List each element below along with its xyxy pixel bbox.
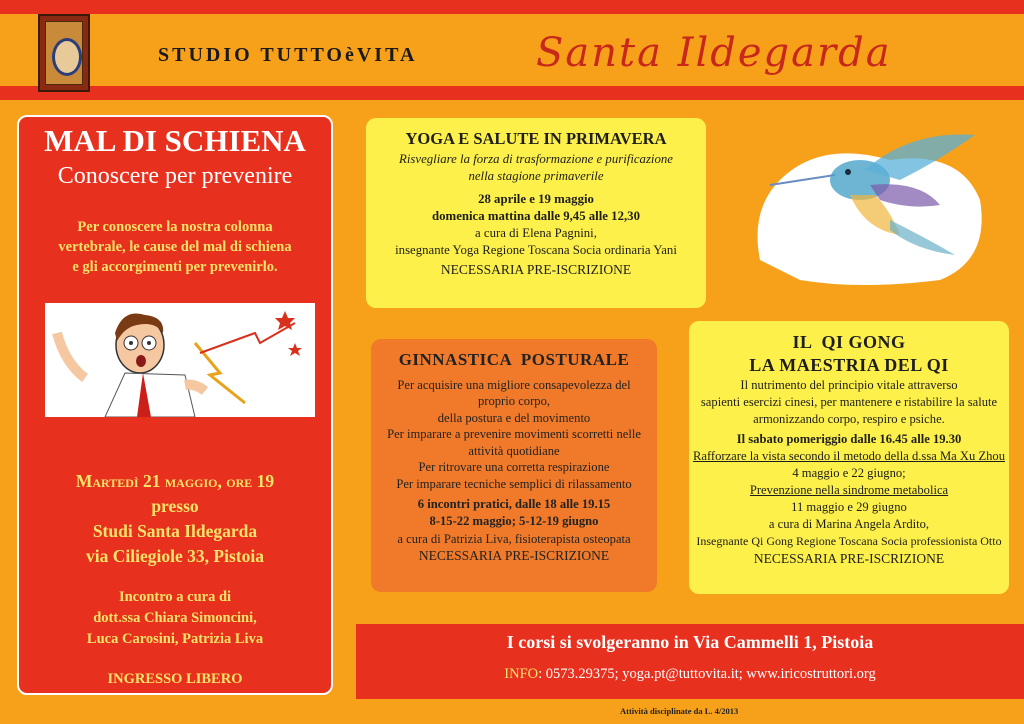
- event-organizers: [19, 587, 331, 650]
- studio-name: STUDIO TUTTOèVITA: [158, 44, 418, 66]
- back-pain-illustration: [45, 303, 315, 417]
- ginnastica-line: proprio corpo,: [477, 394, 551, 408]
- panel-subheading: Conoscere per prevenire: [57, 163, 293, 189]
- ginnastica-teacher: a cura di Patrizia Liva, fisioterapista osteopata: [397, 532, 631, 546]
- contact-line: [356, 666, 1024, 683]
- intro-line: vertebrale, le cause del mal di schiena: [58, 239, 292, 255]
- qigong-course-dates: 11 maggio e 29 giugno: [791, 500, 907, 514]
- logo-image: [38, 14, 90, 92]
- qigong-teacher-role: Insegnante Qi Gong Regione Toscana Socia professionista Otto: [696, 534, 1002, 548]
- ginnastica-dates: 8-15-22 maggio; 5-12-19 giugno: [429, 513, 599, 528]
- organizer-line: Luca Carosini, Patrizia Liva: [86, 631, 264, 647]
- yoga-teacher: a cura di Elena Pagnini,: [475, 226, 597, 240]
- qigong-time: Il sabato pomeriggio dalle 16.45 alle 19.30: [736, 432, 962, 446]
- qigong-intro: armonizzando corpo, respiro e psiche.: [753, 412, 945, 426]
- ginnastica-line: Per imparare tecniche semplici di rilassamento: [396, 476, 632, 491]
- ginnastica-line: Per ritrovare una corretta respirazione: [418, 460, 610, 474]
- qigong-box: [689, 321, 1009, 594]
- panel-intro: [35, 217, 315, 277]
- yoga-subtitle: Risvegliare la forza di trasformazione e purificazione: [399, 152, 673, 166]
- ginnastica-line: della postura e del movimento: [437, 410, 591, 425]
- qigong-course: Prevenzione nella sindrome metabolica: [749, 483, 949, 497]
- ginnastica-box: [371, 339, 657, 592]
- yoga-time: domenica mattina dalle 9,45 alle 12,30: [432, 209, 640, 223]
- info-label: INFO: [504, 666, 539, 682]
- event-date: Martedì 21 maggio, ore 19: [75, 471, 275, 491]
- yoga-subtitle: nella stagione primaverile: [468, 169, 604, 183]
- location-bar: [356, 624, 1024, 699]
- organizer-line: Incontro a cura di: [118, 589, 232, 605]
- intro-line: Per conoscere la nostra colonna: [77, 219, 273, 235]
- intro-line: e gli accorgimenti per prevenirlo.: [72, 259, 278, 275]
- event-info: [19, 469, 331, 569]
- mal-di-schiena-panel: [17, 115, 333, 695]
- yoga-dates: 28 aprile e 19 maggio: [478, 192, 594, 206]
- event-place-line: Studi Santa Ildegarda: [92, 521, 258, 541]
- event-place-line: via Ciliegiole 33, Pistoia: [86, 546, 264, 566]
- qigong-title: LA MAESTRIA DEL QI: [749, 355, 949, 375]
- header-top-stripe: [0, 0, 1024, 14]
- qigong-intro: sapienti esercizi cinesi, per mantenere e ristabilire la salute: [700, 395, 998, 409]
- yoga-teacher-role: insegnante Yoga Regione Toscana Socia ordinaria Yani: [395, 243, 677, 257]
- qigong-course-dates: 4 maggio e 22 giugno;: [792, 466, 906, 480]
- panel-heading: MAL DI SCHIENA: [44, 123, 306, 158]
- yoga-title: YOGA E SALUTE IN PRIMAVERA: [405, 129, 667, 148]
- event-place-line: presso: [151, 496, 199, 516]
- yoga-box: [366, 118, 706, 308]
- legal-footer: Attività disciplinate da L. 4/2013: [620, 706, 739, 716]
- organizer-line: dott.ssa Chiara Simoncini,: [93, 610, 257, 626]
- qigong-course: Rafforzare la vista secondo il metodo della d.ssa Ma Xu Zhou: [692, 449, 1006, 463]
- location-line: I corsi si svolgeranno in Via Cammelli 1, Pistoia: [506, 632, 874, 652]
- info-text: : 0573.29375; yoga.pt@tuttovita.it; www.iricostruttori.org: [538, 666, 876, 682]
- ginnastica-registration-note: NECESSARIA PRE-ISCRIZIONE: [418, 547, 610, 563]
- ginnastica-line: attività quotidiane: [468, 443, 560, 458]
- hummingbird-illustration: [740, 110, 990, 290]
- yoga-registration-note: NECESSARIA PRE-ISCRIZIONE: [440, 262, 632, 277]
- ginnastica-schedule: 6 incontri pratici, dalle 18 alle 19.15: [417, 497, 611, 511]
- ginnastica-line: Per acquisire una migliore consapevolezza del: [397, 377, 631, 392]
- ginnastica-title: GINNASTICA POSTURALE: [398, 350, 630, 369]
- ginnastica-line: Per imparare a prevenire movimenti scorretti nelle: [387, 427, 641, 441]
- qigong-title: IL QI GONG: [792, 332, 906, 352]
- header-bottom-stripe: [0, 86, 1024, 100]
- free-entry-note: INGRESSO LIBERO: [107, 671, 243, 687]
- qigong-teacher: a cura di Marina Angela Ardito,: [768, 517, 930, 531]
- qigong-intro: Il nutrimento del principio vitale attraverso: [740, 378, 958, 392]
- page-title: Santa Ildegarda: [536, 30, 892, 76]
- qigong-registration-note: NECESSARIA PRE-ISCRIZIONE: [753, 551, 945, 566]
